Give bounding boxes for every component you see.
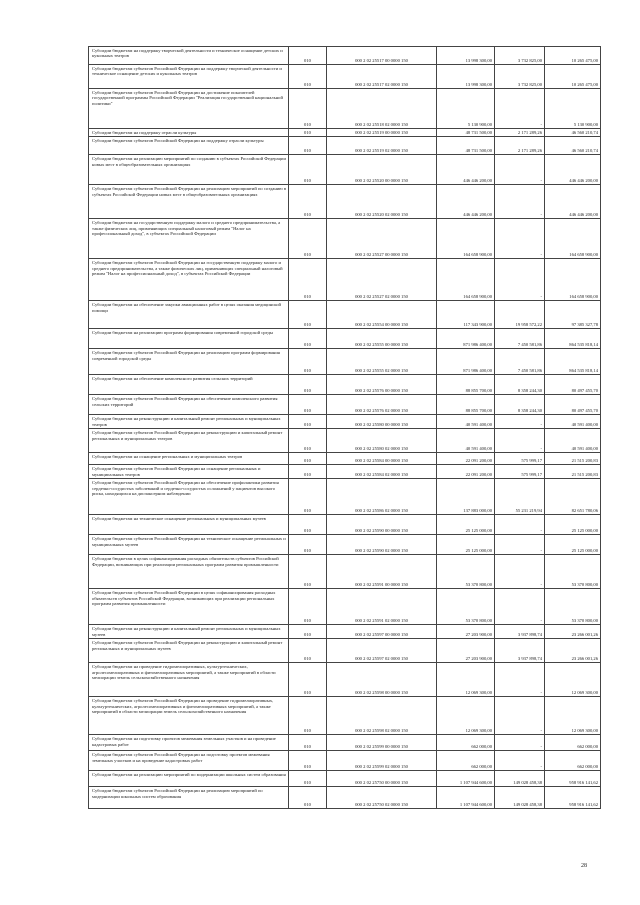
- table-row: [89, 639, 601, 663]
- row-remaining: 10 265 475,00: [545, 65, 601, 89]
- row-name: Субсидии бюджетам на реализацию программ формирования современной городской среды: [89, 329, 289, 349]
- row-name: Субсидии бюджетам субъектов Российской Федерации на реализацию мероприятий по модернизации школьных систем образования: [89, 787, 289, 809]
- table-row: [89, 663, 601, 697]
- table-row: [89, 535, 601, 555]
- row-remaining: 958 916 141,62: [545, 787, 601, 809]
- row-executed: -: [495, 515, 545, 535]
- table-row: [89, 453, 601, 465]
- row-planned: 12 069 300,00: [437, 663, 495, 697]
- row-executed: 19 958 572,22: [495, 301, 545, 329]
- row-planned: 40 591 400,00: [437, 415, 495, 429]
- row-kbk: 000 2 02 25586 02 0000 150: [327, 479, 437, 515]
- row-remaining: 80 497 455,70: [545, 375, 601, 395]
- row-remaining: 23 266 001,26: [545, 639, 601, 663]
- row-code: 010: [289, 129, 327, 137]
- table-row: [89, 515, 601, 535]
- row-planned: 446 446 200,00: [437, 155, 495, 185]
- table-row: [89, 185, 601, 219]
- row-planned: 871 986 400,00: [437, 349, 495, 375]
- row-name: Субсидии бюджетам на поддержку творческой деятельности и техническое оснащение детских и кукольных театров: [89, 47, 289, 65]
- row-code: 010: [289, 751, 327, 771]
- row-code: 010: [289, 415, 327, 429]
- row-code: 010: [289, 515, 327, 535]
- row-code: 010: [289, 301, 327, 329]
- row-planned: 48 731 500,00: [437, 137, 495, 155]
- row-remaining: 446 446 200,00: [545, 185, 601, 219]
- row-remaining: 40 591 400,00: [545, 429, 601, 453]
- row-name: Субсидии бюджетам на обеспечение закупки авиационных работ в целях оказания медицинской помощи: [89, 301, 289, 329]
- row-name: Субсидии бюджетам на проведение гидромелиоративных, культуртехнических, агролесомелиоративных и фитомелиоративных мероприятий, а также мероприятий в области мелиорации земель сельскохозяйственного назначения: [89, 663, 289, 697]
- row-remaining: 864 535 818,14: [545, 349, 601, 375]
- row-code: 010: [289, 589, 327, 625]
- row-executed: 2 171 289,26: [495, 137, 545, 155]
- row-kbk: 000 2 02 25750 00 0000 150: [327, 771, 437, 787]
- row-remaining: 25 125 000,00: [545, 535, 601, 555]
- row-remaining: 446 446 200,00: [545, 155, 601, 185]
- row-name: Субсидии бюджетам в целях софинансирования расходных обязательств субъектов Российской Федерации, возникающих при реализации региональных программ развития промышленности: [89, 555, 289, 589]
- table-row: [89, 429, 601, 453]
- row-name: Субсидии бюджетам субъектов Российской Федерации на достижение показателей государственной программы Российской Федерации "Реализация государственной национальной политики": [89, 89, 289, 129]
- table-row: [89, 735, 601, 751]
- row-kbk: 000 2 02 25576 02 0000 150: [327, 395, 437, 415]
- row-code: 010: [289, 89, 327, 129]
- row-code: 010: [289, 47, 327, 65]
- row-name: Субсидии бюджетам субъектов Российской Федерации на реконструкцию и капитальный ремонт региональных и муниципальных театров: [89, 429, 289, 453]
- table-row: [89, 771, 601, 787]
- table-row: [89, 589, 601, 625]
- row-executed: -: [495, 589, 545, 625]
- row-executed: 7 450 581,86: [495, 329, 545, 349]
- row-kbk: 000 2 02 25519 02 0000 150: [327, 137, 437, 155]
- row-code: 010: [289, 787, 327, 809]
- row-kbk: 000 2 02 25555 00 0000 150: [327, 329, 437, 349]
- row-name: Субсидии бюджетам на государственную поддержку малого и среднего предпринимательства, а также физических лиц, применяющих специальный налоговый режим "Налог на профессиональный доход", в субъектах Российской Федерации: [89, 219, 289, 259]
- row-executed: -: [495, 185, 545, 219]
- row-kbk: 000 2 02 25584 00 0000 150: [327, 453, 437, 465]
- row-name: Субсидии бюджетам на реализацию мероприятий по созданию в субъектах Российской Федерации новых мест в общеобразовательных организациях: [89, 155, 289, 185]
- row-code: 010: [289, 429, 327, 453]
- table-row: [89, 479, 601, 515]
- row-code: 010: [289, 155, 327, 185]
- row-remaining: 662 000,00: [545, 735, 601, 751]
- row-code: 010: [289, 535, 327, 555]
- row-code: 010: [289, 663, 327, 697]
- row-executed: -: [495, 429, 545, 453]
- row-planned: 5 130 900,00: [437, 89, 495, 129]
- row-executed: 575 999,17: [495, 465, 545, 479]
- row-planned: 53 370 800,00: [437, 589, 495, 625]
- row-planned: 27 203 900,00: [437, 625, 495, 639]
- row-kbk: 000 2 02 25580 02 0000 150: [327, 429, 437, 453]
- row-name: Субсидии бюджетам субъектов Российской Федерации на реализацию мероприятий по созданию в субъектах Российской Федерации новых мест в общеобразовательных организациях: [89, 185, 289, 219]
- row-executed: -: [495, 751, 545, 771]
- row-kbk: 000 2 02 25518 02 0000 150: [327, 89, 437, 129]
- row-kbk: 000 2 02 25517 02 0000 150: [327, 65, 437, 89]
- row-name: Субсидии бюджетам на подготовку проектов межевания земельных участков и на проведение кадастровых работ: [89, 735, 289, 751]
- row-remaining: 21 515 200,83: [545, 453, 601, 465]
- row-planned: 25 125 000,00: [437, 535, 495, 555]
- table-row: [89, 47, 601, 65]
- row-executed: -: [495, 89, 545, 129]
- row-executed: -: [495, 735, 545, 751]
- row-name: Субсидии бюджетам субъектов Российской Федерации на реконструкцию и капитальный ремонт региональных и муниципальных музеев: [89, 639, 289, 663]
- row-kbk: 000 2 02 25590 02 0000 150: [327, 535, 437, 555]
- row-remaining: 864 535 818,14: [545, 329, 601, 349]
- row-kbk: 000 2 02 25527 02 0000 150: [327, 259, 437, 301]
- row-kbk: 000 2 02 25517 00 0000 150: [327, 47, 437, 65]
- row-kbk: 000 2 02 25597 00 0000 150: [327, 625, 437, 639]
- row-code: 010: [289, 349, 327, 375]
- row-kbk: 000 2 02 25520 00 0000 150: [327, 155, 437, 185]
- row-executed: 8 358 244,30: [495, 375, 545, 395]
- row-planned: 40 591 400,00: [437, 429, 495, 453]
- row-remaining: 21 515 200,83: [545, 465, 601, 479]
- row-code: 010: [289, 329, 327, 349]
- row-remaining: 97 385 327,78: [545, 301, 601, 329]
- row-remaining: 80 497 455,70: [545, 395, 601, 415]
- row-remaining: 958 916 141,62: [545, 771, 601, 787]
- table-row: [89, 329, 601, 349]
- row-remaining: 23 266 001,26: [545, 625, 601, 639]
- row-code: 010: [289, 219, 327, 259]
- row-kbk: 000 2 02 25554 00 0000 150: [327, 301, 437, 329]
- row-code: 010: [289, 771, 327, 787]
- row-planned: 137 883 000,00: [437, 479, 495, 515]
- table-row: [89, 259, 601, 301]
- row-kbk: 000 2 02 25599 00 0000 150: [327, 735, 437, 751]
- row-kbk: 000 2 02 25598 00 0000 150: [327, 663, 437, 697]
- row-kbk: 000 2 02 25520 02 0000 150: [327, 185, 437, 219]
- row-kbk: 000 2 02 25599 02 0000 150: [327, 751, 437, 771]
- row-kbk: 000 2 02 25519 00 0000 150: [327, 129, 437, 137]
- row-code: 010: [289, 465, 327, 479]
- row-name: Субсидии бюджетам субъектов Российской Федерации на обеспечение комплексного развития сельских территорий: [89, 395, 289, 415]
- row-kbk: 000 2 02 25598 02 0000 150: [327, 697, 437, 735]
- table-row: [89, 301, 601, 329]
- table-row: [89, 555, 601, 589]
- row-name: Субсидии бюджетам на реализацию мероприятий по модернизации школьных систем образования: [89, 771, 289, 787]
- row-planned: 88 855 700,00: [437, 395, 495, 415]
- row-executed: -: [495, 663, 545, 697]
- table-row: [89, 751, 601, 771]
- row-remaining: 46 560 210,74: [545, 137, 601, 155]
- row-name: Субсидии бюджетам субъектов Российской Федерации на оснащение региональных и муниципальных театров: [89, 465, 289, 479]
- row-planned: 662 000,00: [437, 735, 495, 751]
- row-code: 010: [289, 479, 327, 515]
- row-name: Субсидии бюджетам субъектов Российской Федерации на обеспечение профилактики развития сердечно-сосудистых заболеваний и сердечно-сосудистых осложнений у пациентов высокого риска, находящихся на диспансерном наблюдении: [89, 479, 289, 515]
- row-executed: -: [495, 259, 545, 301]
- row-planned: 53 370 800,00: [437, 555, 495, 589]
- row-kbk: 000 2 02 25597 02 0000 150: [327, 639, 437, 663]
- row-kbk: 000 2 02 25555 02 0000 150: [327, 349, 437, 375]
- table-row: [89, 155, 601, 185]
- row-executed: 7 450 581,86: [495, 349, 545, 375]
- row-code: 010: [289, 697, 327, 735]
- row-name: Субсидии бюджетам субъектов Российской Федерации на поддержку творческой деятельности и техническое оснащение детских и кукольных театров: [89, 65, 289, 89]
- row-executed: -: [495, 697, 545, 735]
- row-planned: 1 107 944 600,00: [437, 771, 495, 787]
- row-executed: 3 937 898,74: [495, 639, 545, 663]
- row-executed: 2 171 289,26: [495, 129, 545, 137]
- row-planned: 13 998 300,00: [437, 47, 495, 65]
- row-planned: 164 658 900,00: [437, 259, 495, 301]
- row-planned: 117 343 900,00: [437, 301, 495, 329]
- row-planned: 13 998 300,00: [437, 65, 495, 89]
- row-remaining: 53 370 800,00: [545, 589, 601, 625]
- row-code: 010: [289, 185, 327, 219]
- row-kbk: 000 2 02 25527 00 0000 150: [327, 219, 437, 259]
- row-kbk: 000 2 02 25590 00 0000 150: [327, 515, 437, 535]
- row-executed: -: [495, 415, 545, 429]
- row-name: Субсидии бюджетам на обеспечение комплексного развития сельских территорий: [89, 375, 289, 395]
- row-executed: 3 732 825,00: [495, 47, 545, 65]
- row-code: 010: [289, 137, 327, 155]
- row-executed: 3 937 898,74: [495, 625, 545, 639]
- row-executed: -: [495, 155, 545, 185]
- page-number: 28: [581, 863, 587, 869]
- row-executed: 575 999,17: [495, 453, 545, 465]
- row-executed: 149 028 458,38: [495, 787, 545, 809]
- row-planned: 22 091 200,00: [437, 453, 495, 465]
- table-row: [89, 395, 601, 415]
- row-name: Субсидии бюджетам субъектов Российской Федерации на проведение гидромелиоративных, культуртехнических, агролесомелиоративных и фитомелиоративных мероприятий, а также мероприятий в области мелиорации земель сельскохозяйственного назначения: [89, 697, 289, 735]
- row-code: 010: [289, 735, 327, 751]
- row-code: 010: [289, 395, 327, 415]
- row-remaining: 12 069 300,00: [545, 663, 601, 697]
- table-row: [89, 415, 601, 429]
- row-planned: 22 091 200,00: [437, 465, 495, 479]
- row-code: 010: [289, 625, 327, 639]
- row-remaining: 12 069 300,00: [545, 697, 601, 735]
- row-kbk: 000 2 02 25591 00 0000 150: [327, 555, 437, 589]
- row-executed: 8 358 244,30: [495, 395, 545, 415]
- row-remaining: 662 000,00: [545, 751, 601, 771]
- row-remaining: 53 370 800,00: [545, 555, 601, 589]
- row-name: Субсидии бюджетам на реконструкцию и капитальный ремонт региональных и муниципальных театров: [89, 415, 289, 429]
- table-row: [89, 625, 601, 639]
- row-planned: 164 658 900,00: [437, 219, 495, 259]
- row-name: Субсидии бюджетам субъектов Российской Федерации на техническое оснащение региональных и муниципальных музеев: [89, 535, 289, 555]
- row-planned: 48 731 500,00: [437, 129, 495, 137]
- row-name: Субсидии бюджетам на техническое оснащение региональных и муниципальных музеев: [89, 515, 289, 535]
- row-code: 010: [289, 65, 327, 89]
- row-planned: 25 125 000,00: [437, 515, 495, 535]
- row-kbk: 000 2 02 25580 00 0000 150: [327, 415, 437, 429]
- row-code: 010: [289, 259, 327, 301]
- row-name: Субсидии бюджетам субъектов Российской Федерации в целях софинансирования расходных обязательств субъектов Российской Федерации, возникающих при реализации региональных программ развития промышленности: [89, 589, 289, 625]
- row-kbk: 000 2 02 25750 02 0000 150: [327, 787, 437, 809]
- row-executed: 3 732 825,00: [495, 65, 545, 89]
- row-remaining: 82 651 780,06: [545, 479, 601, 515]
- row-code: 010: [289, 375, 327, 395]
- table-row: [89, 219, 601, 259]
- table-row: [89, 65, 601, 89]
- row-executed: 149 028 458,38: [495, 771, 545, 787]
- row-planned: 88 855 700,00: [437, 375, 495, 395]
- table-row: [89, 787, 601, 809]
- row-remaining: 46 560 210,74: [545, 129, 601, 137]
- row-name: Субсидии бюджетам на оснащение региональных и муниципальных театров: [89, 453, 289, 465]
- row-name: Субсидии бюджетам субъектов Российской Федерации на поддержку отрасли культуры: [89, 137, 289, 155]
- row-planned: 871 986 400,00: [437, 329, 495, 349]
- row-remaining: 164 658 900,00: [545, 219, 601, 259]
- row-executed: -: [495, 555, 545, 589]
- row-remaining: 25 125 000,00: [545, 515, 601, 535]
- budget-table: [88, 46, 601, 809]
- row-kbk: 000 2 02 25584 02 0000 150: [327, 465, 437, 479]
- row-planned: 446 446 200,00: [437, 185, 495, 219]
- row-name: Субсидии бюджетам на поддержку отрасли культуры: [89, 129, 289, 137]
- row-remaining: 5 130 900,00: [545, 89, 601, 129]
- row-planned: 12 069 300,00: [437, 697, 495, 735]
- table-body: [89, 47, 601, 809]
- table-row: [89, 89, 601, 129]
- row-planned: 662 000,00: [437, 751, 495, 771]
- row-code: 010: [289, 639, 327, 663]
- row-code: 010: [289, 555, 327, 589]
- row-remaining: 164 658 900,00: [545, 259, 601, 301]
- row-executed: -: [495, 219, 545, 259]
- row-name: Субсидии бюджетам субъектов Российской Федерации на реализацию программ формирования современной городской среды: [89, 349, 289, 375]
- row-executed: 55 231 219,94: [495, 479, 545, 515]
- row-remaining: 10 265 475,00: [545, 47, 601, 65]
- row-name: Субсидии бюджетам на реконструкцию и капитальный ремонт региональных и муниципальных музеев: [89, 625, 289, 639]
- table-row: [89, 465, 601, 479]
- row-name: Субсидии бюджетам субъектов Российской Федерации на подготовку проектов межевания земельных участков и на проведение кадастровых работ: [89, 751, 289, 771]
- table-row: [89, 129, 601, 137]
- row-code: 010: [289, 453, 327, 465]
- table-row: [89, 697, 601, 735]
- table-row: [89, 137, 601, 155]
- row-executed: -: [495, 535, 545, 555]
- row-planned: 27 203 900,00: [437, 639, 495, 663]
- row-remaining: 40 591 400,00: [545, 415, 601, 429]
- row-planned: 1 107 944 600,00: [437, 787, 495, 809]
- table-row: [89, 375, 601, 395]
- table-row: [89, 349, 601, 375]
- row-name: Субсидии бюджетам субъектов Российской Федерации на государственную поддержку малого и среднего предпринимательства, а также физических лиц, применяющих специальный налоговый режим "Налог на профессиональный доход", в субъектах Российской Федерации: [89, 259, 289, 301]
- row-kbk: 000 2 02 25591 02 0000 150: [327, 589, 437, 625]
- row-kbk: 000 2 02 25576 00 0000 150: [327, 375, 437, 395]
